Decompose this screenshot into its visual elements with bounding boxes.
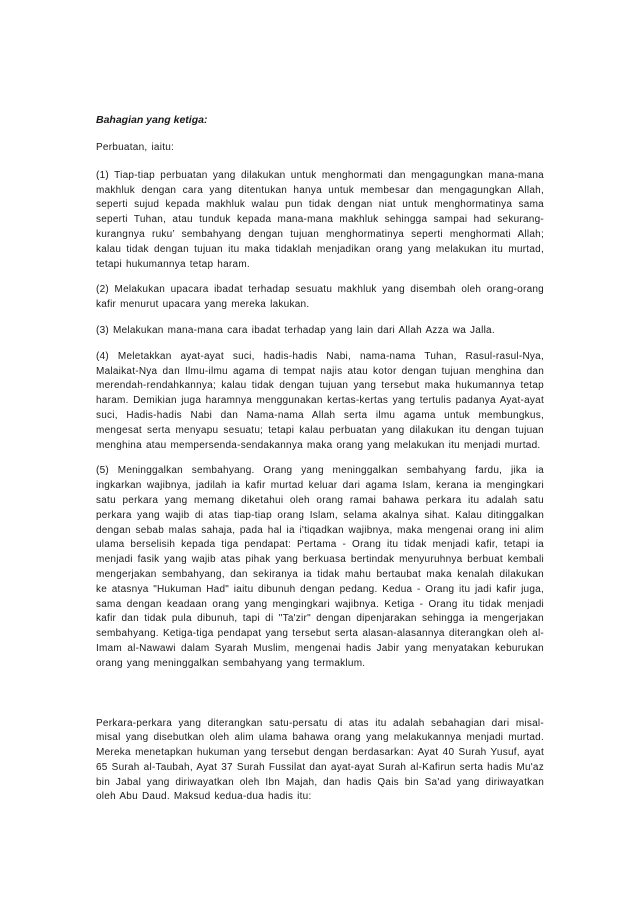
section-heading: Bahagian yang ketiga:: [96, 114, 208, 126]
paragraph-1: (1) Tiap-tiap perbuatan yang dilakukan untuk menghormati dan mengagungkan mana-mana makhluk dengan cara yang ditentukan hanya untuk membesar dan mengagungkan Allah, seperti sujud kepada makhluk walau pun tidak dengan niat untuk menghormatinya sama seperti Tuhan, atau tunduk kepada mana-mana makhluk sehingga sampai had sekurang-kurangnya ruku’ sembahyang dengan tujuan menghormatinya seperti menghormati Allah; kalau tidak dengan tujuan itu maka tidaklah menjadikan orang yang melakukan itu murtad, tetapi hukumannya tetap haram.: [96, 169, 544, 270]
intro-text: Perbuatan, iaitu:: [96, 142, 175, 153]
paragraph-gap: [96, 683, 544, 717]
paragraph-2: (2) Melakukan upacara ibadat terhadap sesuatu makhluk yang disembah oleh orang-orang kafir menurut upacara yang mereka lakukan.: [96, 284, 544, 311]
paragraph-4: (4) Meletakkan ayat-ayat suci, hadis-hadis Nabi, nama-nama Tuhan, Rasul-rasul-Nya, Malaikat-Nya dan Ilmu-ilmu agama di tempat najis atau kotor dengan tujuan menghina dan merendah-rendahkannya; kalau tidak dengan tujuan yang tersebut maka hukumannya tetap haram. Demikian juga haramnya menggunakan kertas-kertas yang tertulis padanya Ayat-ayat suci, Hadis-hadis Nabi dan Nama-nama Allah serta ilmu agama untuk membungkus, mengesat serta menyapu sesuatu; tetapi kalau perbuatan yang dilakukan itu dengan tujuan menghina atau mempersenda-sendakannya maka orang yang melakukan itu menjadi murtad.: [96, 350, 544, 451]
paragraph-3: (3) Melakukan mana-mana cara ibadat terhadap yang lain dari Allah Azza wa Jalla.: [96, 324, 495, 336]
paragraph-5: (5) Meninggalkan sembahyang. Orang yang meninggalkan sembahyang fardu, jika ia ingkarkan wajibnya, jadilah ia kafir murtad keluar dari agama Islam, kerana ia mengingkari satu perkara yang memang diketahui oleh orang ramai bahawa perkara itu adalah satu perkara yang wajib di atas tiap-tiap orang Islam, selama akalnya sihat. Kalau ditinggalkan dengan sebab malas sahaja, pada hal ia i'tiqadkan wajibnya, maka mengenai orang ini alim ulama berselisih kepada tiga pendapat: Pertama - Orang itu tidak menjadi kafir, tetapi ia menjadi fasik yang wajib atas pihak yang berkuasa bertindak menyuruhnya berbuat kembali mengerjakan sembahyang, dan sekiranya ia tidak mahu bertaubat maka kenalah dilakukan ke atasnya "Hukuman Had" iaitu dibunuh dengan pedang. Kedua - Orang itu jadi kafir juga, sama dengan keadaan orang yang mengingkari wajibnya. Ketiga - Orang itu tidak menjadi kafir dan tidak pula dibunuh, tapi di "Ta'zir" dengan dipenjarakan sehingga ia mengerjakan sembahyang. Ketiga-tiga pendapat yang tersebut serta alasan-alasannya diterangkan oleh al-Imam al-Nawawi dalam Syarah Muslim, mengenai hadis Jabir yang menyatakan keburukan orang yang meninggalkan sembahyang yang termaklum.: [96, 465, 544, 669]
closing-paragraph: Perkara-perkara yang diterangkan satu-persatu di atas itu adalah sebahagian dari misal-misal yang disebutkan oleh alim ulama bahawa orang yang melakukannya menjadi murtad. Mereka menetapkan hukuman yang tersebut dengan berdasarkan: Ayat 40 Surah Yusuf, ayat 65 Surah al-Taubah, Ayat 37 Surah Fussilat dan ayat-ayat Surah al-Kafirun serta hadis Mu'az bin Jabal yang diriwayatkan oleh Ibn Majah, dan hadis Qais bin Sa'ad yang diriwayatkan oleh Abu Daud. Maksud kedua-dua hadis itu:: [96, 717, 544, 803]
document-page: [96, 112, 544, 816]
